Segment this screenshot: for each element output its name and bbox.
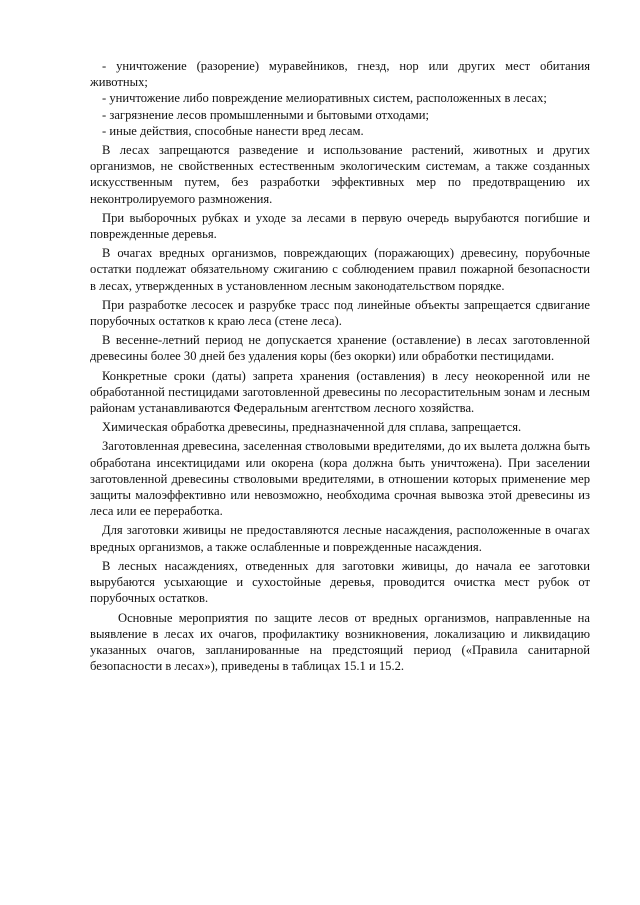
list-item-melioration: - уничтожение либо повреждение мелиоративных систем, расположенных в лесах; [102, 91, 547, 106]
paragraph-selective-felling: При выборочных рубках и уходе за лесами в первую очередь вырубаются погибшие и поврежденные деревья. [90, 210, 590, 242]
paragraph-storage-ban: В весенне-летний период не допускается хранение (оставление) в лесах заготовленной древесины более 30 дней без удаления коры (без окорки) или обработки пестицидами. [90, 333, 590, 364]
list-item-other-actions: - иные действия, способные нанести вред лесам. [102, 123, 364, 138]
paragraph-main-measures: Основные мероприятия по защите лесов от вредных организмов, направленные на выявление в лесах их очагов, профилактику возникновения, локализацию и ликвидацию указанных очагов, запланированные на предстоящий период («Правила санитарной безопасности в лесах»), приведены в таблицах 15.1 и 15.2. [90, 610, 590, 674]
paragraph-resin-stands: Для заготовки живицы не предоставляются лесные насаждения, расположенные в очагах вредных организмов, а также ослабленные и поврежденные насаждения. [90, 523, 590, 554]
paragraph-resin-clearing: В лесных насаждениях, отведенных для заготовки живицы, до начала ее заготовки вырубаются усыхающие и сухостойные деревья, проводится очистка мест рубок от порубочных остатков. [90, 558, 590, 606]
list-item-anthills: - уничтожение (разорение) муравейников, гнезд, нор или других мест обитания животных; [90, 59, 590, 90]
paragraph-chemical-treatment: Химическая обработка древесины, предназначенной для сплава, запрещается. [102, 420, 522, 435]
paragraph-storage-terms: Конкретные сроки (даты) запрета хранения (оставления) в лесу неокоренной или не обработанной пестицидами заготовленной древесины по лесорастительным зонам и лесным районам устанавливаются Федеральным агентством лесного хозяйства. [90, 368, 590, 416]
list-item-pollution: - загрязнение лесов промышленными и бытовыми отходами; [102, 107, 429, 122]
document-page [90, 58, 590, 674]
paragraph-infested-timber: Заготовленная древесина, заселенная стволовыми вредителями, до их вылета должна быть обработана инсектицидами или окорена (кора должна быть уничтожена). При заселении заготовленной древесины стволовыми вредителями, в отношении которых применение мер защиты малоэффективно или невозможно, необходима срочная вывозка этой древесины из леса или ее переработка. [90, 439, 590, 519]
paragraph-clearing-residues: При разработке лесосек и разрубке трасс под линейные объекты запрещается сдвигание порубочных остатков к краю леса (стене леса). [90, 297, 590, 329]
paragraph-residue-burning: В очагах вредных организмов, повреждающих (поражающих) древесину, порубочные остатки подлежат обязательному сжиганию с соблюдением правил пожарной безопасности в лесах, утвержденных в установленном лесным законодательством порядке. [90, 246, 590, 293]
paragraph-alien-species: В лесах запрещаются разведение и использование растений, животных и других организмов, не свойственных естественным экологическим системам, а также созданных искусственным путем, без разработки эффективных мер по предотвращению их неконтролируемого размножения. [90, 143, 590, 206]
